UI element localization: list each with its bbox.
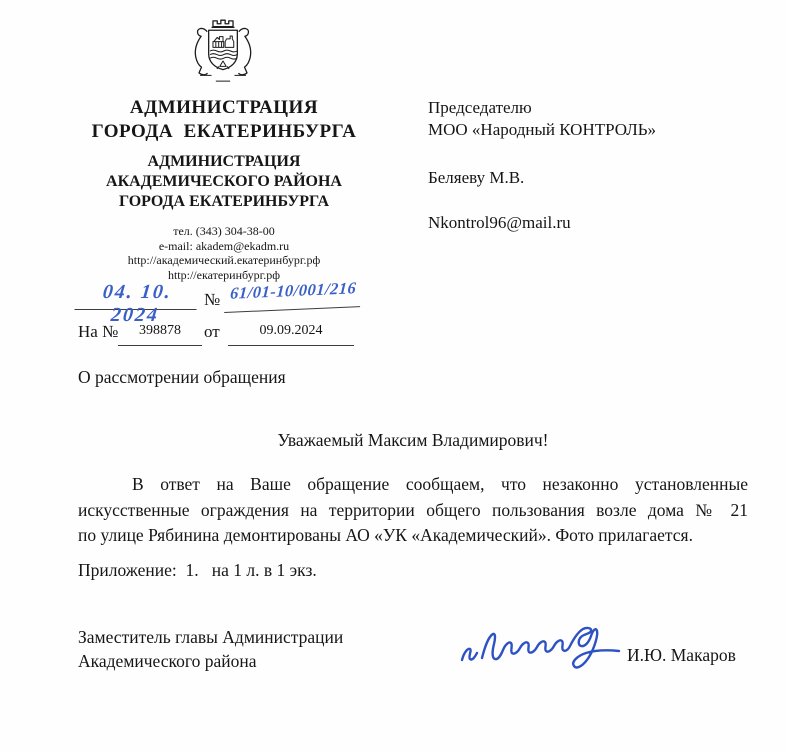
number-sign-label: № xyxy=(204,290,221,309)
signer-title-line2: Академического района xyxy=(78,651,257,671)
signer-title xyxy=(78,625,343,673)
incoming-number-value: 398878 xyxy=(118,320,202,346)
letter-subject: О рассмотрении обращения xyxy=(78,367,286,387)
letterhead-phone: тел. (343) 304-38-00 xyxy=(173,224,275,238)
recipient-name: Беляеву М.В. xyxy=(428,168,525,187)
org-name-line1: АДМИНИСТРАЦИЯ xyxy=(129,97,319,118)
dept-name-line1: АДМИНИСТРАЦИЯ xyxy=(147,153,301,170)
org-name-line2: ГОРОДА ЕКАТЕРИНБУРГА xyxy=(91,121,357,142)
body-line-1: В ответ на Ваше обращение сообщаем, что незаконно установленные xyxy=(132,474,748,494)
attachment-note: Приложение: 1. на 1 л. в 1 экз. xyxy=(78,560,317,580)
letterhead-website-district: http://академический.екатеринбург.рф xyxy=(127,253,321,267)
body-line-2: искусственные ограждения на территории общего пользования возле дома № 21 xyxy=(78,499,748,520)
recipient-email: Nkontrol96@mail.ru xyxy=(428,213,571,232)
outgoing-number-handwritten: 61/01-10/001/216 xyxy=(224,278,362,313)
letter-body xyxy=(78,472,748,549)
salutation: Уважаемый Максим Владимирович! xyxy=(277,430,549,450)
incoming-date-value: 09.09.2024 xyxy=(228,320,354,346)
letterhead-email: e-mail: akadem@ekadm.ru xyxy=(158,238,290,253)
recipient-organization: МОО «Народный КОНТРОЛЬ» xyxy=(428,120,657,139)
letterhead xyxy=(58,96,390,282)
yekaterinburg-coat-of-arms-icon xyxy=(180,6,266,96)
incoming-number-label: На № xyxy=(78,322,119,341)
outgoing-date-handwritten: 04. 10. 2024 xyxy=(74,281,199,310)
body-line-3: по улице Рябинина демонтированы АО «УК «Академический». Фото прилагается. xyxy=(78,525,693,545)
recipient-block xyxy=(428,97,748,234)
dept-name-line3: ГОРОДА ЕКАТЕРИНБУРГА xyxy=(118,193,330,210)
dept-name-line2: АКАДЕМИЧЕСКОГО РАЙОНА xyxy=(106,173,342,190)
signer-title-line1: Заместитель главы Администрации xyxy=(78,627,344,647)
recipient-title: Председателю xyxy=(428,98,532,117)
handwritten-signature-icon xyxy=(452,606,647,694)
signer-name: И.Ю. Макаров xyxy=(627,645,736,665)
letterhead-website-city: http://екатеринбург.рф xyxy=(167,267,281,282)
incoming-from-label: от xyxy=(204,322,220,341)
